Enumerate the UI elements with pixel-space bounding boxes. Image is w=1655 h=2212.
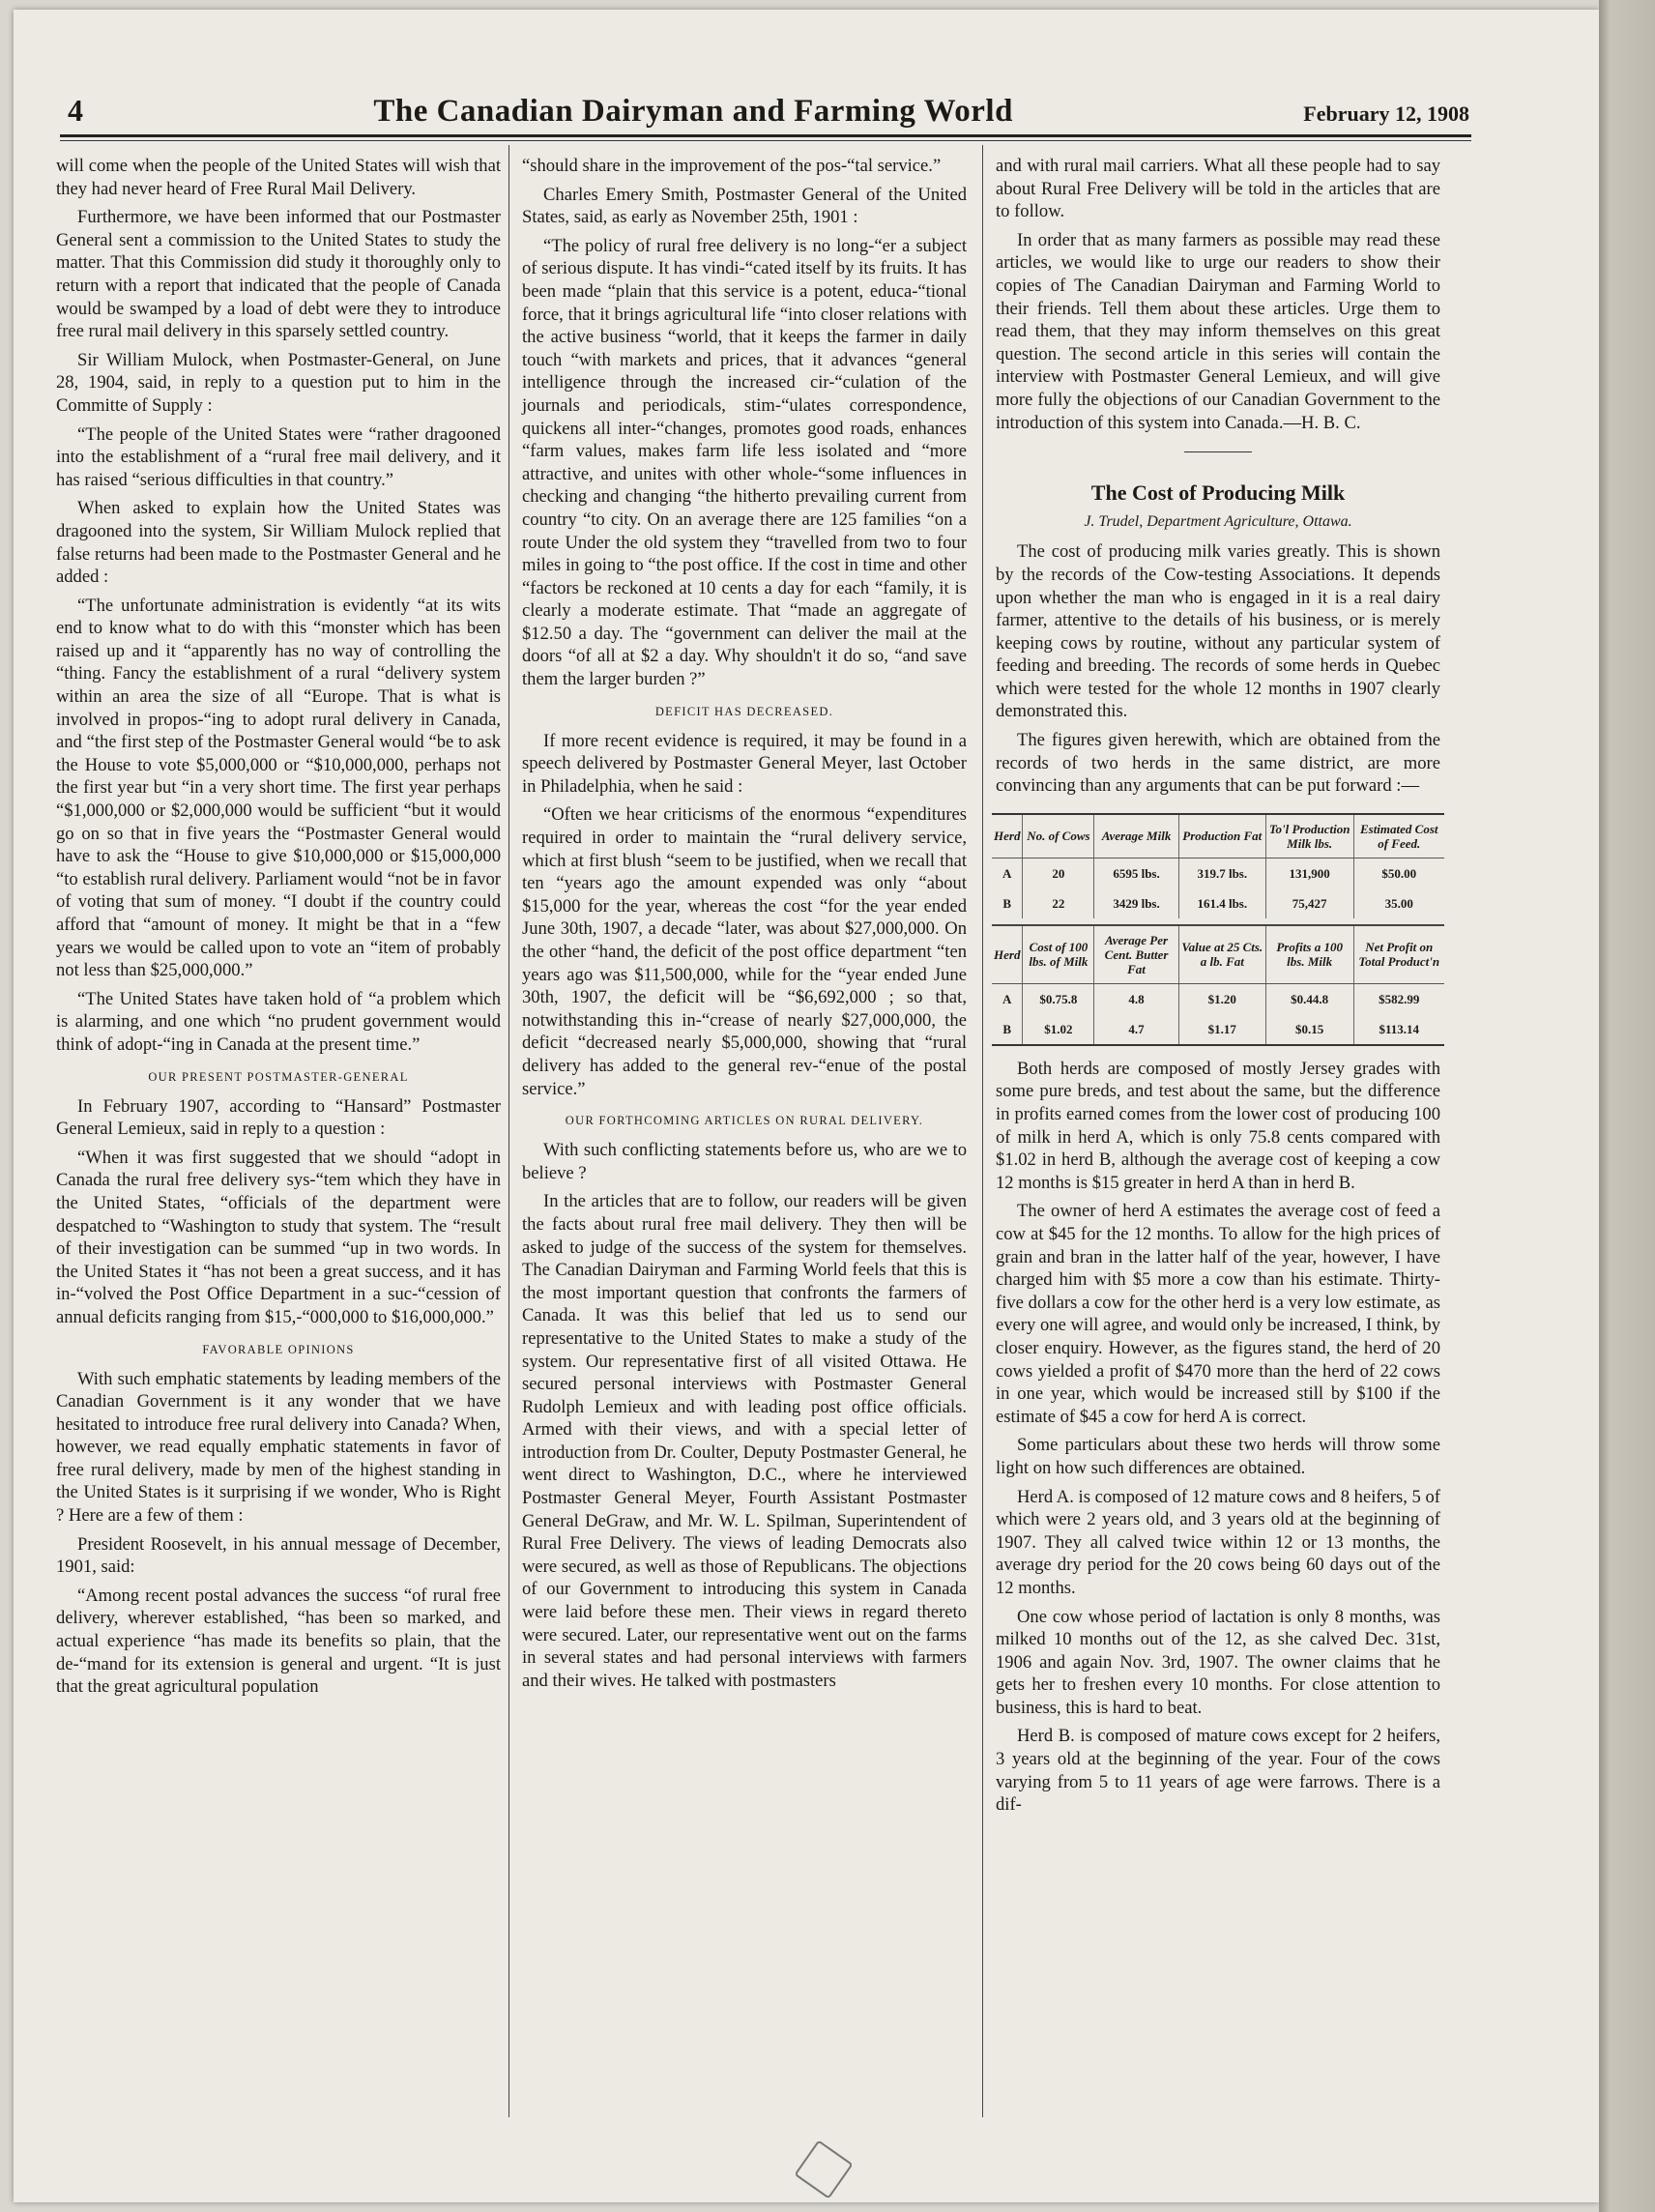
table-header: Net Profit on Total Product'n xyxy=(1353,925,1444,984)
paragraph: When asked to explain how the United States was dragooned into the system, Sir William Mulock replied that false returns had been made to the Postmaster General and he added : xyxy=(56,498,501,588)
paragraph: Both herds are composed of mostly Jersey grades with some pure breds, and test about the same, but the difference in profits earned comes from the lower cost of producing 100 of milk in herd A, which is only 75.8 cents compared with $1.02 in herd B, although the average cost of keeping a cow 12 months is $15 greater in herd A than in herd B. xyxy=(996,1058,1440,1193)
paragraph: Herd B. is composed of mature cows except for 2 heifers, 3 years old at the beginning of the year. Four of the cows varying from 5 to 11 years of age were farrows. There is a dif- xyxy=(996,1726,1440,1816)
quotation: “Among recent postal advances the success “of rural free delivery, wherever established, “has been so marked, and actual experience “has made its benefits so plain, that the de-“mand for its extension is general and urgent. “It is just that the great agricultural population xyxy=(56,1585,501,1698)
table-header: To'l Production Milk lbs. xyxy=(1265,814,1353,859)
paragraph: One cow whose period of lactation is only 8 months, was milked 10 months out of the 12, as she calved Dec. 31st, 1906 and again Nov. 3rd, 1907. The owner claims that he gets her to freshen every 10 months. For close attention to business, this is hard to beat. xyxy=(996,1606,1440,1718)
quotation: “The unfortunate administration is evidently “at its wits end to know what to do with this “monster which has been raised up and it “apparently has no way of controlling the “thing. Fancy the establishment of a rural “delivery system within an area the size of all “Europe. That is what is involved in propos-“ing to adopt rural delivery in Canada, and “the first step of the Postmaster General would “be to ask the House to vote $5,000,000 or “$10,000,000, perhaps not the first year but “in a very short time. The first year perhaps “$1,000,000 or $2,000,000 would be sufficient “but it would go on so that in five years the “Postmaster General would have to ask the “House to give $10,000,000 or $15,000,000 “to establish rural delivery. Parliament would “not be in favor of voting that sum of money. “I doubt if the country could afford that “amount of money. It might be that in a “few years we would be called upon to vote an “item of probably not less than $25,000,000.” xyxy=(56,595,501,981)
table-cell: 20 xyxy=(1023,858,1094,888)
table-cell: $113.14 xyxy=(1379,1021,1420,1036)
table-header: Average Milk xyxy=(1094,814,1178,859)
subheading: OUR PRESENT POSTMASTER-GENERAL xyxy=(148,1069,409,1084)
table-cell: 4.8 xyxy=(1094,983,1178,1014)
paragraph: In the articles that are to follow, our readers will be given the facts about rural free mail delivery. They then will be asked to judge of the success of the system for themselves. The Canadian Dairyman and Farming World feels that this is the most important question that confronts the farmers of Canada. It was this belief that led us to send our representative to the United States to make a study of the system. Our representative first of all visited Ottawa. He secured personal interviews with Postmaster General Rudolph Lemieux and with leading post office officials. Armed with their views, and with a special letter of introduction from Dr. Coulter, Deputy Postmaster General, he went direct to Washington, D.C., where he interviewed Postmaster General Meyer, Fourth Assistant Postmaster General DeGraw, and Mr. W. L. Spilman, Superintendent of Rural Free Delivery. The views of leading Democrats also were secured, as well as those of Republicans. The objections of our Government to introducing this system in Canada were laid before these men. Their views in regard thereto were secured. Later, our representative went out on the farms in several states and had personal interviews with farmers and their wives. He talked with postmasters xyxy=(522,1191,967,1691)
table-separator xyxy=(992,918,1444,925)
table-row xyxy=(992,1014,1444,1045)
quotation: “When it was first suggested that we should “adopt in Canada the rural free delivery sys-“tem which they have in the United States, “officials of the department were despatched to “Washington to study that system. The “result of their investigation can be summed “up in two words. In the United States it “has not been a great success, and it has in-“volved the Post Office Department in a suc-“cession of annual deficits ranging from $15,-“000,000 to $16,000,000.” xyxy=(56,1147,501,1327)
column-1 xyxy=(56,155,501,1699)
table-cell: B xyxy=(992,888,1023,918)
header-rule xyxy=(60,134,1471,137)
table-header: Average Per Cent. Butter Fat xyxy=(1094,925,1178,984)
table-cell: $1.02 xyxy=(1023,1014,1094,1045)
section-rule xyxy=(1184,451,1252,452)
paragraph: If more recent evidence is required, it may be found in a speech delivered by Postmaster General Meyer, last October in Philadelphia, when he said : xyxy=(522,730,967,797)
paragraph: Herd A. is composed of 12 mature cows and 8 heifers, 5 of which were 2 years old, and 3 years old at the beginning of 1907. They all calved twice within 12 or 13 months, the average dry period for the 20 cows being 60 days out of the 12 months. xyxy=(996,1486,1440,1598)
subheading: OUR FORTHCOMING ARTICLES ON RURAL DELIVERY. xyxy=(565,1114,924,1128)
masthead xyxy=(68,93,1469,137)
table-cell: $50.00 xyxy=(1381,865,1417,881)
table-cell: 319.7 lbs. xyxy=(1178,858,1265,888)
subheading: DEFICIT HAS DECREASED. xyxy=(654,704,834,718)
paragraph: The owner of herd A estimates the average cost of feed a cow at $45 for the 12 months. To allow for the high prices of grain and bran in the latter half of the year, however, I have charged him with $5 more a cow than his estimate. Thirty-five dollars a cow for the other herd is a very low estimate, as every one will agree, and would only be increased, I think, by closer enquiry. However, as the figures stand, the herd of 20 cows yielded a profit of $470 more than the herd of 22 cows in one year, which would be increased still by $100 if the estimate of $45 a cow for herd A is correct. xyxy=(996,1201,1440,1427)
table-cell: A xyxy=(992,858,1023,888)
table-header: Estimated Cost of Feed. xyxy=(1353,814,1444,859)
table-header: Herd xyxy=(992,814,1023,859)
table-header: Herd xyxy=(992,925,1023,984)
table-row xyxy=(992,888,1444,918)
paragraph: and with rural mail carriers. What all these people had to say about Rural Free Delivery will be told in the articles that are to follow. xyxy=(996,156,1440,222)
column-2 xyxy=(522,155,967,1692)
table-header: Value at 25 Cts. a lb. Fat xyxy=(1178,925,1265,984)
column-divider xyxy=(508,145,509,2117)
table-cell: $1.17 xyxy=(1178,1014,1265,1045)
paragraph: Charles Emery Smith, Postmaster General of the United States, said, as early as November 25th, 1901 : xyxy=(522,184,967,228)
paragraph: President Roosevelt, in his annual message of December, 1901, said: xyxy=(56,1533,501,1578)
paragraph: Sir William Mulock, when Postmaster-General, on June 28, 1904, said, in reply to a question put to him in the Committe of Supply : xyxy=(56,349,501,416)
table-cell: $0.15 xyxy=(1265,1014,1353,1045)
quotation: “The United States have taken hold of “a problem which is alarming, and one which “no prudent government would think of adopt-“ing in Canada at the present time.” xyxy=(56,988,501,1055)
table-cell: A xyxy=(992,983,1023,1014)
paragraph: Furthermore, we have been informed that our Postmaster General sent a commission to the United States to study the matter. That this Commission did study it thoroughly only to return with a report that indicated that the people of Canada would be swamped by a load of debt were they to introduce free rural mail delivery in this sparsely settled country. xyxy=(56,207,501,342)
paragraph: With such emphatic statements by leading members of the Canadian Government is it any wonder that we have hesitated to introduce free rural delivery into Canada? When, however, we read equally emphatic statements in favor of free rural delivery, made by men of the highest standing in the United States is it surprising if we wonder, Who is Right ? Here are a few of them : xyxy=(56,1368,501,1527)
table-cell: 6595 lbs. xyxy=(1094,858,1178,888)
table-cell: $582.99 xyxy=(1379,991,1420,1006)
quotation: “The policy of rural free delivery is no long-“er a subject of serious dispute. It has vindi-“cated itself by its fruits. It has been made “plain that this service is a potent, educa-“tional force, that it brings agricultural life “into closer relations with the active business “world, that it keeps the farmer in daily touch “with markets and prices, that it advances “general intelligence through the increased cir-“culation of the journals and periodicals, stim-“ulates correspondence, quickens all inter-“changes, promotes good roads, enhances “farm values, makes farm life less isolated and “more attractive, and unites with other whole-“some influences in checking and changing “the hitherto prevailing current from country “to city. On an average there are 125 families “on a route Under the old system they “travelled from two to four miles in going to “the post office. If the cost in time and other “factors be reckoned at 10 cents a day for each “family, it is clearly a moderate estimate. That “made an aggregate of $12.50 a day. The “government can deliver the mail at the doors “of all at $2 a day. Why shouldn't it do so, “and save them the larger burden ?” xyxy=(522,235,967,690)
quotation: “The people of the United States were “rather dragooned into the establishment of a “rural free mail delivery, and it has raised “serious difficulties in that country.” xyxy=(56,423,501,490)
table-cell: B xyxy=(992,1014,1023,1045)
milk-cost-table xyxy=(992,813,1444,1046)
paragraph: will come when the people of the United States will wish that they had never heard of Free Rural Mail Delivery. xyxy=(56,156,501,199)
table-cell: 35.00 xyxy=(1384,895,1413,911)
table-header-row xyxy=(992,925,1444,984)
table-cell: 4.7 xyxy=(1094,1014,1178,1045)
table-cell: 3429 lbs. xyxy=(1094,888,1178,918)
paragraph: With such conflicting statements before us, who are we to believe ? xyxy=(522,1140,967,1183)
table-cell: 75,427 xyxy=(1265,888,1353,918)
column-divider xyxy=(982,145,983,2117)
publication-title: The Canadian Dairyman and Farming World xyxy=(373,94,1013,129)
page-edge xyxy=(1599,0,1655,2212)
quotation: “Often we hear criticisms of the enormous “expenditures required in order to maintain the “rural delivery service, which at first blush “seem to be justified, when we recall that ten “years ago the amount expended was only “about $15,000 for the year, whereas the cost “for the year ended June 30th, 1907, a decade “later, was about $27,000,000. On the other “hand, the deficit of the post office department “ten years ago was $11,500,000, while for the “year ended June 30th, 1907, the deficit will be “$6,692,000 ; so that, notwithstanding this in-“crease of nearly $27,000,000, the deficit “decreased nearly $5,000,000, showing that “rural delivery has added to the general rev-“enue of the postal service.” xyxy=(522,804,967,1099)
article-title: The Cost of Producing Milk xyxy=(1090,480,1346,506)
table-cell: 22 xyxy=(1023,888,1094,918)
table-cell: $0.75.8 xyxy=(1023,983,1094,1014)
quotation: “should share in the improvement of the pos-“tal service.” xyxy=(522,156,942,176)
table-header: Production Fat xyxy=(1178,814,1265,859)
paragraph: Some particulars about these two herds will throw some light on how such differences are obtained. xyxy=(996,1435,1440,1478)
column-3 xyxy=(996,155,1440,1817)
subheading: FAVORABLE OPINIONS xyxy=(202,1342,355,1356)
paragraph: In order that as many farmers as possible may read these articles, we would like to urge our readers to show their copies of The Canadian Dairyman and Farming World to their friends. Tell them about these articles. Urge them to read them, that they may inform themselves on this great question. The second article in this series will contain the interview with Postmaster General Lemieux, and will give more fully the objections of our Canadian Government to the introduction of this system into Canada.—H. B. C. xyxy=(996,229,1440,433)
table-row xyxy=(992,858,1444,888)
paragraph: The cost of producing milk varies greatly. This is shown by the records of the Cow-testing Associations. It depends upon whether the man who is engaged in it is a real dairy farmer, attentive to the details of his business, or is merely keeping cows by routine, without any particular system of feeding and breeding. The records of some herds in Quebec which were tested for the whole 12 months in 1907 clearly demonstrated this. xyxy=(996,541,1440,722)
page-number: 4 xyxy=(68,93,83,128)
table-header: No. of Cows xyxy=(1023,814,1094,859)
paragraph: In February 1907, according to “Hansard” Postmaster General Lemieux, said in reply to a question : xyxy=(56,1095,501,1140)
issue-date: February 12, 1908 xyxy=(1303,102,1469,126)
paragraph: The figures given herewith, which are obtained from the records of two herds in the same district, are more convincing than any arguments that can be put forward :— xyxy=(996,730,1440,797)
table-header: Profits a 100 lbs. Milk xyxy=(1265,925,1353,984)
article-byline: J. Trudel, Department Agriculture, Ottawa. xyxy=(1084,512,1352,530)
table-cell: 131,900 xyxy=(1265,858,1353,888)
table-header: Cost of 100 lbs. of Milk xyxy=(1023,925,1094,984)
table-row xyxy=(992,983,1444,1014)
table-header-row xyxy=(992,814,1444,859)
table-cell: $1.20 xyxy=(1178,983,1265,1014)
header-rule-thin xyxy=(60,140,1471,141)
table-cell: 161.4 lbs. xyxy=(1178,888,1265,918)
table-cell: $0.44.8 xyxy=(1265,983,1353,1014)
